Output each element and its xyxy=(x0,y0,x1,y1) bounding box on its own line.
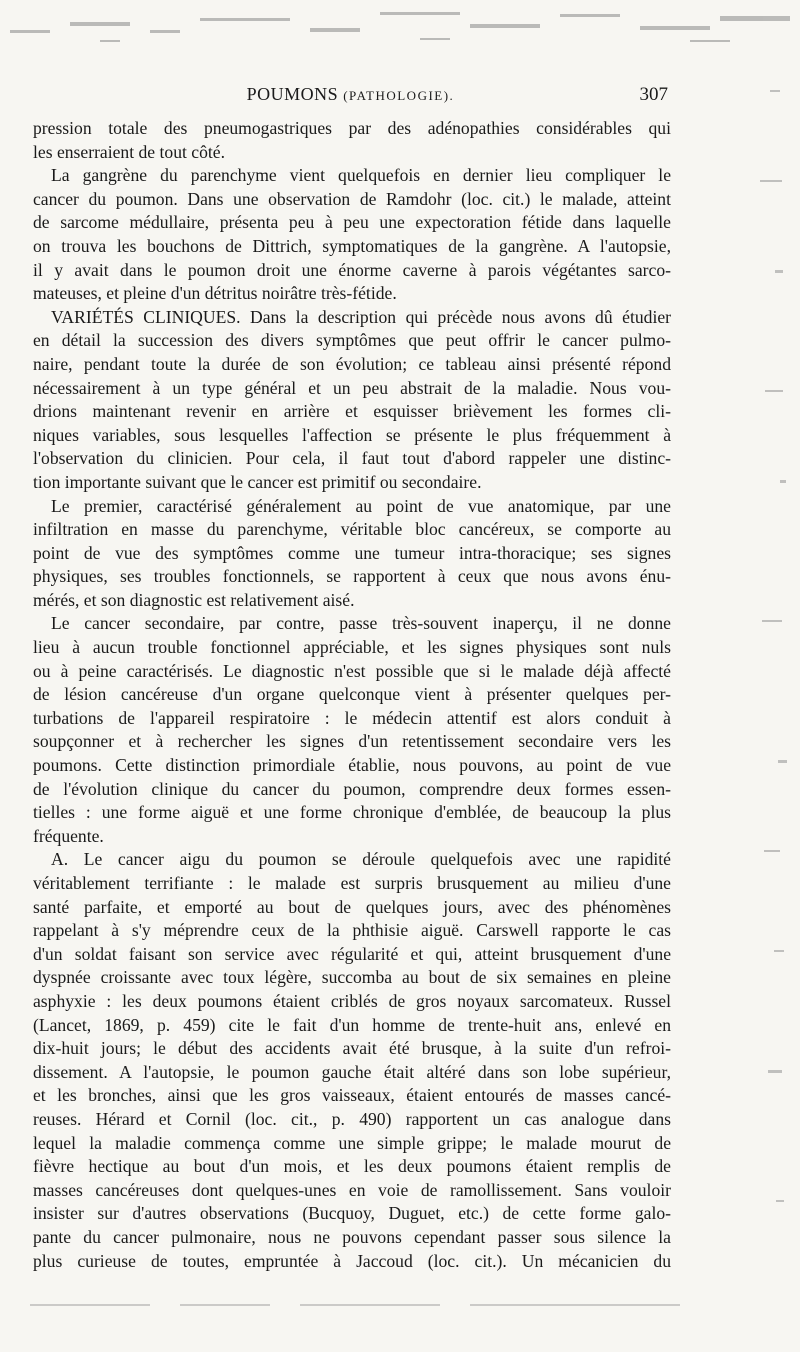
text-line: on trouva les bouchons de Dittrich, symptomatiques de la gangrène. A l'autopsie, xyxy=(33,235,671,256)
text-line: nécessairement à un type général et un peu abstrait de la maladie. Nous vou- xyxy=(33,377,671,398)
text-line: l'observation du clinicien. Pour cela, il faut tout d'abord rappeler une distinc- xyxy=(33,448,671,469)
text-line: mérés, et son diagnostic est relativement aisé. xyxy=(33,589,355,610)
text-line: cancer du poumon. Dans une observation de Ramdohr (loc. cit.) le malade, atteint xyxy=(33,188,671,209)
text-line: santé parfaite, et emporté au bout de quelques jours, avec des phénomènes xyxy=(33,896,671,917)
text-line: et les bronches, ainsi que les gros vaisseaux, étaient entourés de masses cancé- xyxy=(33,1085,671,1106)
text-line: pante du cancer pulmonaire, nous ne pouvons cependant passer sous silence la xyxy=(33,1226,671,1247)
text-line: masses cancéreuses dont quelques-unes en voie de ramollissement. Sans vouloir xyxy=(33,1179,671,1200)
text-line: A. Le cancer aigu du poumon se déroule quelquefois avec une rapidité xyxy=(51,849,671,870)
text-line: dyspnée croissante avec toux légère, succomba au bout de six semaines en pleine xyxy=(33,967,671,988)
text-line: fréquente. xyxy=(33,825,104,846)
text-line: les enserraient de tout côté. xyxy=(33,141,225,162)
text-line: VARIÉTÉS CLINIQUES. Dans la description qui précède nous avons dû étudier xyxy=(51,306,671,327)
text-line: dix-huit jours; le début des accidents avait été brusque, à la suite d'un refroi- xyxy=(33,1038,671,1059)
scan-noise-right-margin xyxy=(750,60,800,1310)
text-line: de l'évolution clinique du cancer du poumon, comprendre deux formes essen- xyxy=(33,778,671,799)
text-line: fièvre hectique au bout d'un mois, et les deux poumons étaient remplis de xyxy=(33,1156,671,1177)
text-line: turbations de l'appareil respiratoire : le médecin attentif est alors conduit à xyxy=(33,707,671,728)
body-text xyxy=(33,117,671,1273)
text-line: tielles : une forme aiguë et une forme chronique d'emblée, de beaucoup la plus xyxy=(33,802,671,823)
text-line: véritablement terrifiante : le malade est surpris brusquement au milieu d'une xyxy=(33,873,671,893)
text-line: de sarcome médullaire, présenta peu à peu une expectoration fétide dans laquelle xyxy=(33,212,671,233)
text-line: de lésion cancéreuse d'un organe quelconque vient à présenter quelques per- xyxy=(33,684,671,705)
text-line: insister sur d'autres observations (Bucquoy, Duguet, etc.) de cette forme galo- xyxy=(33,1203,671,1224)
text-line: asphyxie : les deux poumons étaient criblés de gros noyaux sarcomateux. Russel xyxy=(33,990,671,1011)
text-line: tion importante suivant que le cancer est primitif ou secondaire. xyxy=(33,471,482,492)
text-line: point de vue des symptômes comme une tumeur intra-thoracique; ses signes xyxy=(33,542,671,563)
text-line: Le premier, caractérisé généralement au point de vue anatomique, par une xyxy=(51,495,671,516)
text-line: d'un soldat faisant son service avec régularité et qui, atteint brusquement d'une xyxy=(33,943,671,964)
text-line: soupçonner et à rechercher les signes d'un retentissement secondaire vers les xyxy=(33,731,671,752)
text-line: Le cancer secondaire, par contre, passe très-souvent inaperçu, il ne donne xyxy=(51,613,671,634)
text-line: en détail la succession des divers symptômes que peut offrir le cancer pulmo- xyxy=(33,330,671,351)
running-title-main: POUMONS xyxy=(246,84,339,104)
text-line: mateuses, et pleine d'un détritus noirâtre très-fétide. xyxy=(33,283,397,304)
page-header xyxy=(33,84,668,114)
page-number: 307 xyxy=(639,84,668,105)
text-line: La gangrène du parenchyme vient quelquefois en dernier lieu compliquer le xyxy=(51,165,671,186)
text-line: il y avait dans le poumon droit une énorme caverne à parois végétantes sarco- xyxy=(33,259,671,280)
running-title-subtitle: (PATHOLOGIE). xyxy=(343,88,455,103)
text-line: drions maintenant revenir en arrière et esquisser brièvement les formes cli- xyxy=(33,401,671,422)
text-line: naire, pendant toute la durée de son évolution; ce tableau ainsi présenté répond xyxy=(33,353,671,374)
text-line: rappelant à s'y méprendre ceux de la phthisie aiguë. Carswell rapporte le cas xyxy=(33,920,671,941)
scan-noise-bottom xyxy=(30,1298,690,1312)
running-title xyxy=(33,84,668,105)
text-line: pression totale des pneumogastriques par des adénopathies considérables qui xyxy=(33,118,671,138)
text-line: ou à peine caractérisés. Le diagnostic n'est possible que si le malade déjà affecté xyxy=(33,660,671,681)
text-line: lequel la maladie commença comme une simple grippe; le malade mourut de xyxy=(33,1132,671,1153)
text-line: plus curieuse de toutes, empruntée à Jaccoud (loc. cit.). Un mécanicien du xyxy=(33,1250,671,1271)
text-line: poumons. Cette distinction primordiale établie, nous pouvons, au point de vue xyxy=(33,755,671,776)
text-line: (Lancet, 1869, p. 459) cite le fait d'un homme de trente-huit ans, enlevé en xyxy=(33,1014,671,1035)
text-line: dissement. A l'autopsie, le poumon gauche était altéré dans son lobe supérieur, xyxy=(33,1061,671,1082)
text-line: reuses. Hérard et Cornil (loc. cit., p. 490) rapportent un cas analogue dans xyxy=(33,1108,671,1129)
text-line: physiques, ses troubles fonctionnels, se rapportent à ceux que nous avons énu- xyxy=(33,566,671,587)
text-line: infiltration en masse du parenchyme, véritable bloc cancéreux, se comporte au xyxy=(33,519,671,540)
text-line: niques variables, sous lesquelles l'affection se présente le plus fréquemment à xyxy=(33,424,671,445)
text-line: lieu à aucun trouble fonctionnel appréciable, et les signes physiques sont nuls xyxy=(33,637,671,658)
scan-noise-top xyxy=(0,0,800,48)
